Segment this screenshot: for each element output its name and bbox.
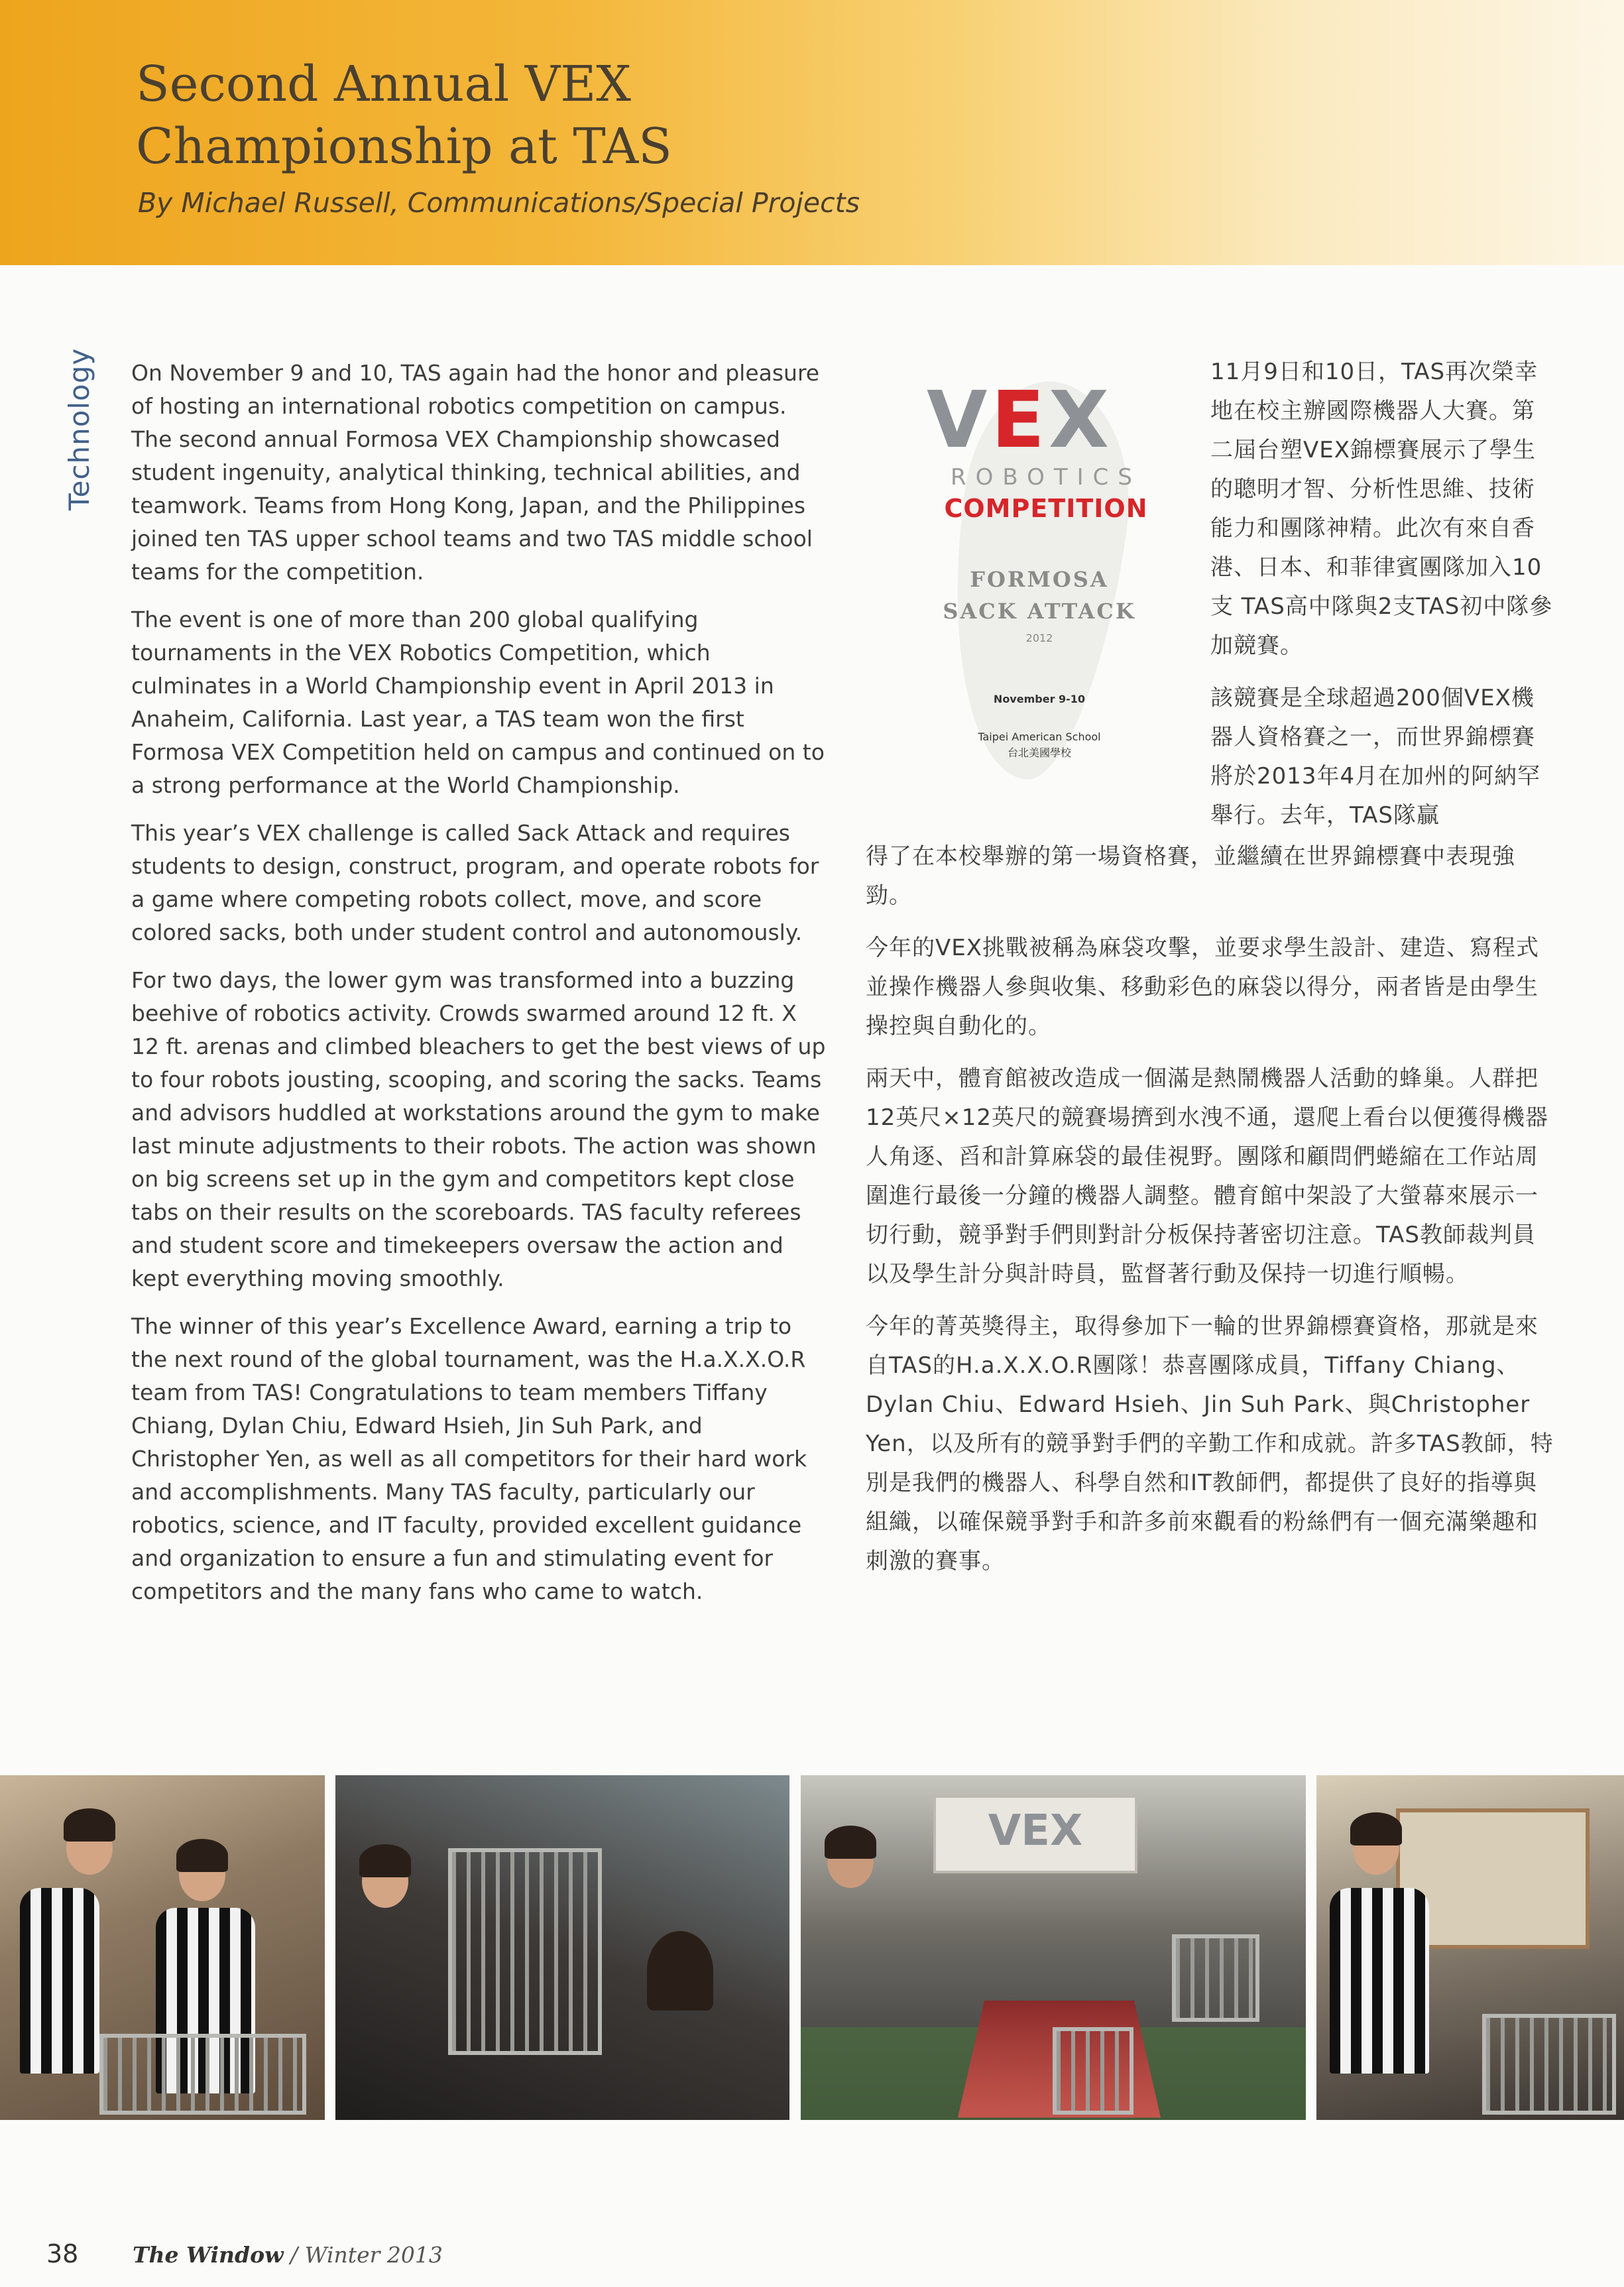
article-chinese-top xyxy=(1210,353,1555,835)
vex-banner: VEX xyxy=(933,1795,1137,1873)
paragraph-en-3: This year’s VEX challenge is called Sack Attack and requires students to design, construct, program, and operate robots for a game where competing robots collect, move, and score colored sacks, both under student control and autonomously. xyxy=(131,820,819,945)
section-label: Technology xyxy=(63,347,95,510)
paragraph-en-1: On November 9 and 10, TAS again had the honor and pleasure of hosting an international robotics competition on campus. The second annual Formosa VEX Championship showcased student ingenuity, analytical thinking, technical abilities, and teamwork. Teams from Hong Kong, Japan, and the Philippines joined ten TAS upper school teams and two TAS middle school teams for the competition. xyxy=(131,360,820,585)
photo-referees xyxy=(0,1775,325,2120)
paragraph-en-2: The event is one of more than 200 global qualifying tournaments in the VEX Robotics Competition, which culminates in a World Championship event in April 2013 in Anaheim, California. Last year, a TAS team won the first Formosa VEX Competition held on campus and continued on to a strong performance at the World Championship. xyxy=(131,607,825,798)
paragraph-zh-5: 今年的菁英獎得主，取得參加下一輪的世界錦標賽資格，那就是來自TAS的H.a.X.X.O.R團隊！恭喜團隊成員，Tiffany Chiang、Dylan Chiu、Edward Hsieh、Jin Suh Park、與Christopher Yen，以及所有的競爭對手們的辛勤工作和成就。許多TAS教師，特別是我們的機器人、科學自然和IT教師們，都提供了良好的指導與組織，以確保競爭對手和許多前來觀看的粉絲們有一個充滿樂趣和刺激的賽事。 xyxy=(866,1313,1554,1574)
robot xyxy=(1482,2014,1616,2115)
robot xyxy=(448,1848,602,2055)
referee-shirt xyxy=(1330,1888,1429,2074)
event-name: FORMOSA SACK ATTACK xyxy=(943,567,1136,624)
event-dates: November 9-10 xyxy=(993,693,1086,705)
title-line-1: Second Annual VEX xyxy=(136,56,631,113)
robotics-label: ROBOTICS xyxy=(951,464,1141,491)
title-line-2: Championship at TAS xyxy=(136,118,672,175)
competition-label: COMPETITION xyxy=(944,494,1148,523)
page-number: 38 xyxy=(46,2239,79,2268)
paragraph-en-4: For two days, the lower gym was transformed into a buzzing beehive of robotics activity. Crowds swarmed around 12 ft. X 12 ft. arenas and climbed bleachers to get the best views of up to four robots jousting, scooping, and scoring the sacks. Teams and advisors huddled at workstations around the gym to make last minute adjustments to their robots. The action was shown on big screens set up in the gym and competitors kept close tabs on their results on the scoreboards. TAS faculty referees and student score and timekeepers oversaw the action and kept everything moving smoothly. xyxy=(131,967,826,1291)
byline: By Michael Russell, Communications/Special Projects xyxy=(138,187,860,219)
robot xyxy=(99,2034,306,2115)
article-chinese-bottom xyxy=(866,837,1555,1594)
vex-wordmark: VEX xyxy=(927,374,1113,465)
article-english xyxy=(131,357,827,1623)
paragraph-zh-2-cont: 得了在本校舉辦的第一場資格賽，並繼續在世界錦標賽中表現強勁。 xyxy=(866,843,1515,909)
photo-team-working xyxy=(335,1775,789,2120)
paragraph-zh-3: 今年的VEX挑戰被稱為麻袋攻擊，並要求學生設計、建造、寫程式並操作機器人參與收集、移動彩色的麻袋以得分，兩者皆是由學生操控與自動化的。 xyxy=(866,935,1540,1039)
host-school: Taipei American School 台北美國學校 xyxy=(978,731,1101,759)
robot xyxy=(1053,2027,1133,2115)
paragraph-en-5: The winner of this year’s Excellence Award, earning a trip to the next round of the global tournament, was the H.a.X.X.O.R team from TAS! Congratulations to team members Tiffany Chiang, Dylan Chiu, Edward Hsieh, Jin Suh Park, and Christopher Yen, as well as all competitors for their hard work and accomplishments. Many TAS faculty, particularly our robotics, science, and IT faculty, provided excellent guidance and organization to ensure a fun and stimulating event for competitors and the many fans who came to watch. xyxy=(131,1313,807,1604)
publication-footer: The Window / Winter 2013 xyxy=(133,2242,443,2268)
issue-season: Winter 2013 xyxy=(304,2242,443,2268)
referee-shirt xyxy=(20,1888,99,2074)
paragraph-zh-2: 該競賽是全球超過200個VEX機器人資格賽之一，而世界錦標賽將於2013年4月在加州的阿納罕舉行。去年，TAS隊贏 xyxy=(1210,685,1541,829)
magazine-name: The Window xyxy=(133,2242,284,2268)
paragraph-zh-1: 11月9日和10日，TAS再次榮幸地在校主辦國際機器人大賽。第二屆台塑VEX錦標賽展示了學生的聰明才智、分析性思維、技術能力和團隊神精。此次有來自香港、日本、和菲律賓團隊加入10支 TAS高中隊與2支TAS初中隊參加競賽。 xyxy=(1210,359,1553,659)
robot xyxy=(1172,1934,1259,2022)
photo-referee-table xyxy=(1316,1775,1624,2120)
photo-arena xyxy=(801,1775,1306,2120)
paragraph-zh-4: 兩天中，體育館被改造成一個滿是熱鬧機器人活動的蜂巢。人群把12英尺×12英尺的競賽場擠到水洩不通，還爬上看台以便獲得機器人角逐、舀和計算麻袋的最佳視野。團隊和顧問們蜷縮在工作站周圍進行最後一分鐘的機器人調整。體育館中架設了大螢幕來展示一切行動，競爭對手們則對計分板保持著密切注意。TAS教師裁判員以及學生計分與計時員，監督著行動及保持一切進行順暢。 xyxy=(866,1065,1549,1287)
event-year: 2012 xyxy=(1025,632,1053,644)
vex-logo xyxy=(907,368,1179,779)
article-title xyxy=(136,53,998,178)
